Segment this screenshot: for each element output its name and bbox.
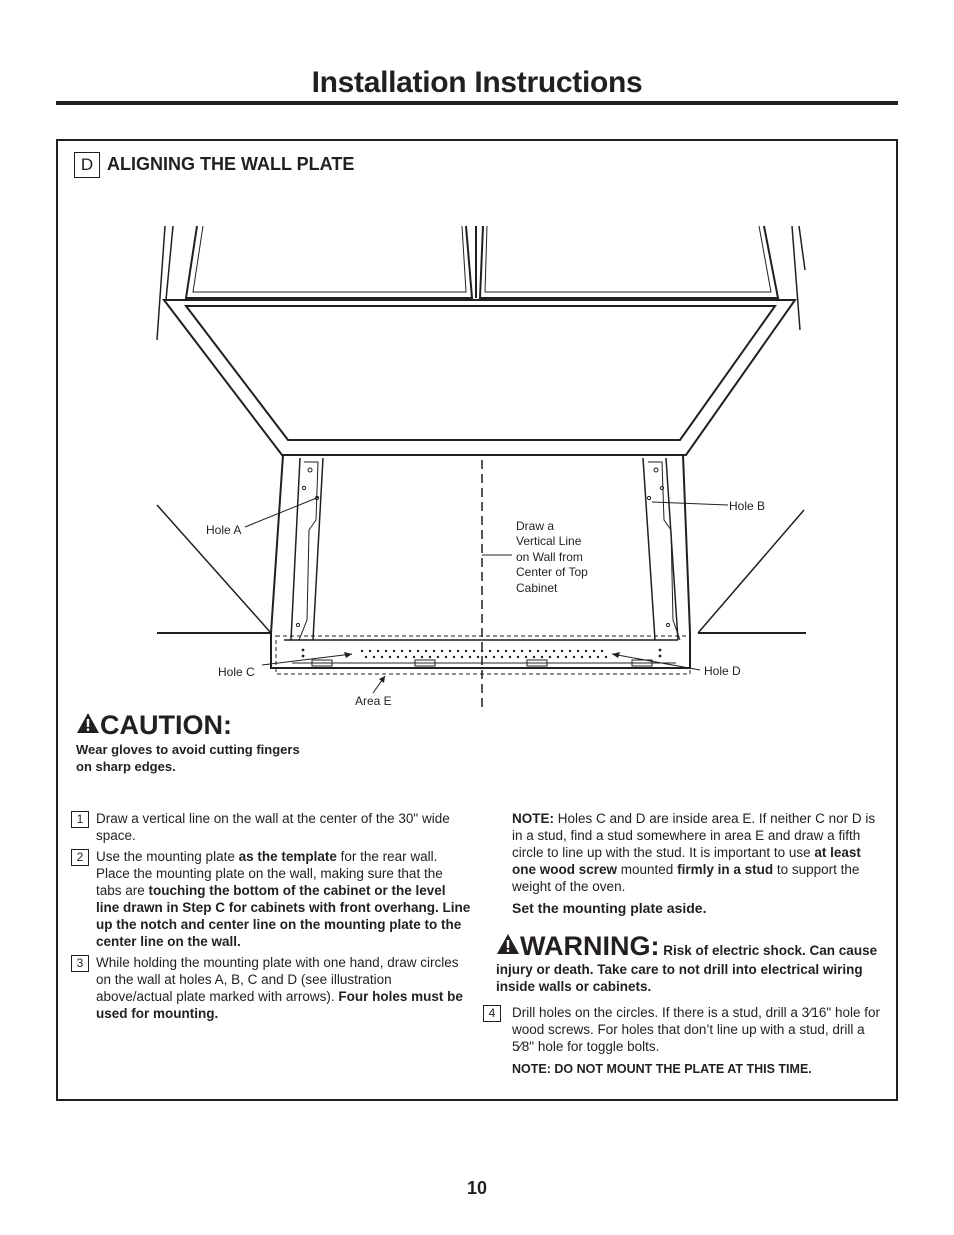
plate-dot bbox=[473, 650, 475, 652]
plate-dot bbox=[585, 650, 587, 652]
step-text: Drill holes on the circles. If there is a stud, drill a 3⁄16" hole for wood screws. For holes that don’t line up with a stud, drill a 5⁄8" hole for toggle bolts. bbox=[512, 1005, 880, 1054]
wall-plate-diagram bbox=[150, 218, 810, 718]
plate-dot bbox=[533, 656, 535, 658]
section-heading: ALIGNING THE WALL PLATE bbox=[107, 154, 355, 174]
plate-dot bbox=[589, 656, 591, 658]
plate-dot bbox=[389, 656, 391, 658]
plate-dot bbox=[421, 656, 423, 658]
no-mount-note: NOTE: DO NOT MOUNT THE PLATE AT THIS TIME. bbox=[512, 1062, 812, 1076]
vertical-line-note-4: Center of Top bbox=[516, 565, 588, 579]
plate-dot bbox=[505, 650, 507, 652]
page-number: 10 bbox=[466, 1178, 488, 1198]
plate-dot bbox=[393, 650, 395, 652]
plate-dot bbox=[573, 656, 575, 658]
note-holes: NOTE: Holes C and D are inside area E. If neither C nor D is in a stud, find a stud somewhere in area E and draw a fifth circle to line up with the stud. It is important to use at least one wood screw mounted firmly in a stud to support the weight of the oven. bbox=[512, 811, 876, 894]
plate-dot bbox=[561, 650, 563, 652]
plate-dot bbox=[405, 656, 407, 658]
step-number: 3 bbox=[71, 955, 89, 972]
plate-dot bbox=[593, 650, 595, 652]
step-text: While holding the mounting plate with one hand, draw circles on the wall at holes A, B, C and D (see illustration above/actual plate marked with arrows). bbox=[96, 955, 459, 1004]
plate-dot bbox=[581, 656, 583, 658]
plate-dot bbox=[457, 650, 459, 652]
plate-dot bbox=[429, 656, 431, 658]
vertical-line-note-1: Draw a bbox=[516, 519, 555, 533]
plate-dot bbox=[605, 656, 607, 658]
plate-dot bbox=[365, 656, 367, 658]
caution-text: Wear gloves to avoid cutting fingers on sharp edges. bbox=[76, 742, 300, 774]
plate-dot bbox=[397, 656, 399, 658]
plate-dot bbox=[521, 650, 523, 652]
plate-dot bbox=[569, 650, 571, 652]
step-text: Draw a vertical line on the wall at the center of the 30" wide space. bbox=[96, 811, 450, 843]
plate-dot bbox=[545, 650, 547, 652]
step-number: 2 bbox=[71, 849, 89, 866]
plate-dot bbox=[461, 656, 463, 658]
step-4 bbox=[488, 1004, 888, 1055]
plate-dot bbox=[361, 650, 363, 652]
plate-dot bbox=[597, 656, 599, 658]
plate-dot bbox=[577, 650, 579, 652]
plate-dot bbox=[445, 656, 447, 658]
plate-dot bbox=[489, 650, 491, 652]
plate-dot bbox=[373, 656, 375, 658]
step-text: Use the mounting plate bbox=[96, 849, 239, 864]
warning-text: Risk of electric shock. Can cause injury or death. Take care to not drill into electrical wiring inside walls or cabinets. bbox=[496, 943, 878, 994]
plate-dot bbox=[465, 650, 467, 652]
plate-dot bbox=[385, 650, 387, 652]
steps-left bbox=[71, 810, 471, 1026]
plate-dot bbox=[377, 650, 379, 652]
warning-heading: WARNING: bbox=[496, 931, 659, 961]
plate-dot bbox=[381, 656, 383, 658]
plate-dot bbox=[525, 656, 527, 658]
plate-dot bbox=[513, 650, 515, 652]
plate-dot bbox=[425, 650, 427, 652]
plate-dot bbox=[557, 656, 559, 658]
step-1 bbox=[71, 810, 471, 844]
warning-block bbox=[496, 931, 888, 995]
caution-heading: CAUTION: bbox=[76, 708, 232, 742]
plate-dot bbox=[501, 656, 503, 658]
plate-dot bbox=[477, 656, 479, 658]
plate-dot bbox=[437, 656, 439, 658]
plate-dot bbox=[529, 650, 531, 652]
plate-dot bbox=[553, 650, 555, 652]
page-title: Installation Instructions bbox=[311, 66, 643, 99]
hole-c-label: Hole C bbox=[218, 665, 255, 679]
plate-dot bbox=[601, 650, 603, 652]
warning-triangle-icon bbox=[496, 933, 520, 955]
plate-dot bbox=[509, 656, 511, 658]
area-e-label: Area E bbox=[355, 694, 392, 708]
plate-dot bbox=[517, 656, 519, 658]
plate-dot bbox=[541, 656, 543, 658]
plate-dot bbox=[449, 650, 451, 652]
plate-dot bbox=[453, 656, 455, 658]
title-rule bbox=[56, 101, 898, 105]
plate-dot bbox=[493, 656, 495, 658]
step-letter: D bbox=[74, 152, 100, 178]
plate-dot bbox=[417, 650, 419, 652]
vertical-line-note-5: Cabinet bbox=[516, 581, 558, 595]
step-text: for the rear wall. Place the mounting plate on the wall, making sure that the tabs are bbox=[96, 849, 443, 898]
plate-dot bbox=[549, 656, 551, 658]
plate-dot bbox=[565, 656, 567, 658]
plate-dot bbox=[497, 650, 499, 652]
right-column bbox=[488, 810, 888, 1077]
plate-dot bbox=[401, 650, 403, 652]
set-aside-text: Set the mounting plate aside. bbox=[512, 900, 707, 916]
plate-dot bbox=[485, 656, 487, 658]
hole-b-label: Hole B bbox=[729, 499, 766, 513]
step-number: 4 bbox=[483, 1005, 501, 1022]
vertical-line-note-2: Vertical Line bbox=[516, 534, 582, 548]
vertical-line-note-3: on Wall from bbox=[516, 550, 583, 564]
plate-dot bbox=[469, 656, 471, 658]
step-text-bold: Four holes must be used for mounting. bbox=[96, 989, 463, 1021]
hole-d-label: Hole D bbox=[704, 664, 741, 678]
plate-dot bbox=[433, 650, 435, 652]
step-number: 1 bbox=[71, 811, 89, 828]
plate-dot bbox=[369, 650, 371, 652]
plate-dot bbox=[441, 650, 443, 652]
hole-a-label: Hole A bbox=[206, 523, 242, 537]
step-3 bbox=[71, 954, 471, 1022]
plate-dot bbox=[413, 656, 415, 658]
step-text-bold: touching the bottom of the cabinet or the level line drawn in Step C for cabinets with front overhang. Line up the notch and center line on the mounting plate to the center line on the wall. bbox=[96, 883, 471, 949]
step-text-bold: as the template bbox=[238, 849, 337, 864]
plate-dot bbox=[537, 650, 539, 652]
warning-triangle-icon bbox=[76, 712, 100, 734]
plate-dot bbox=[409, 650, 411, 652]
step-2 bbox=[71, 848, 471, 950]
